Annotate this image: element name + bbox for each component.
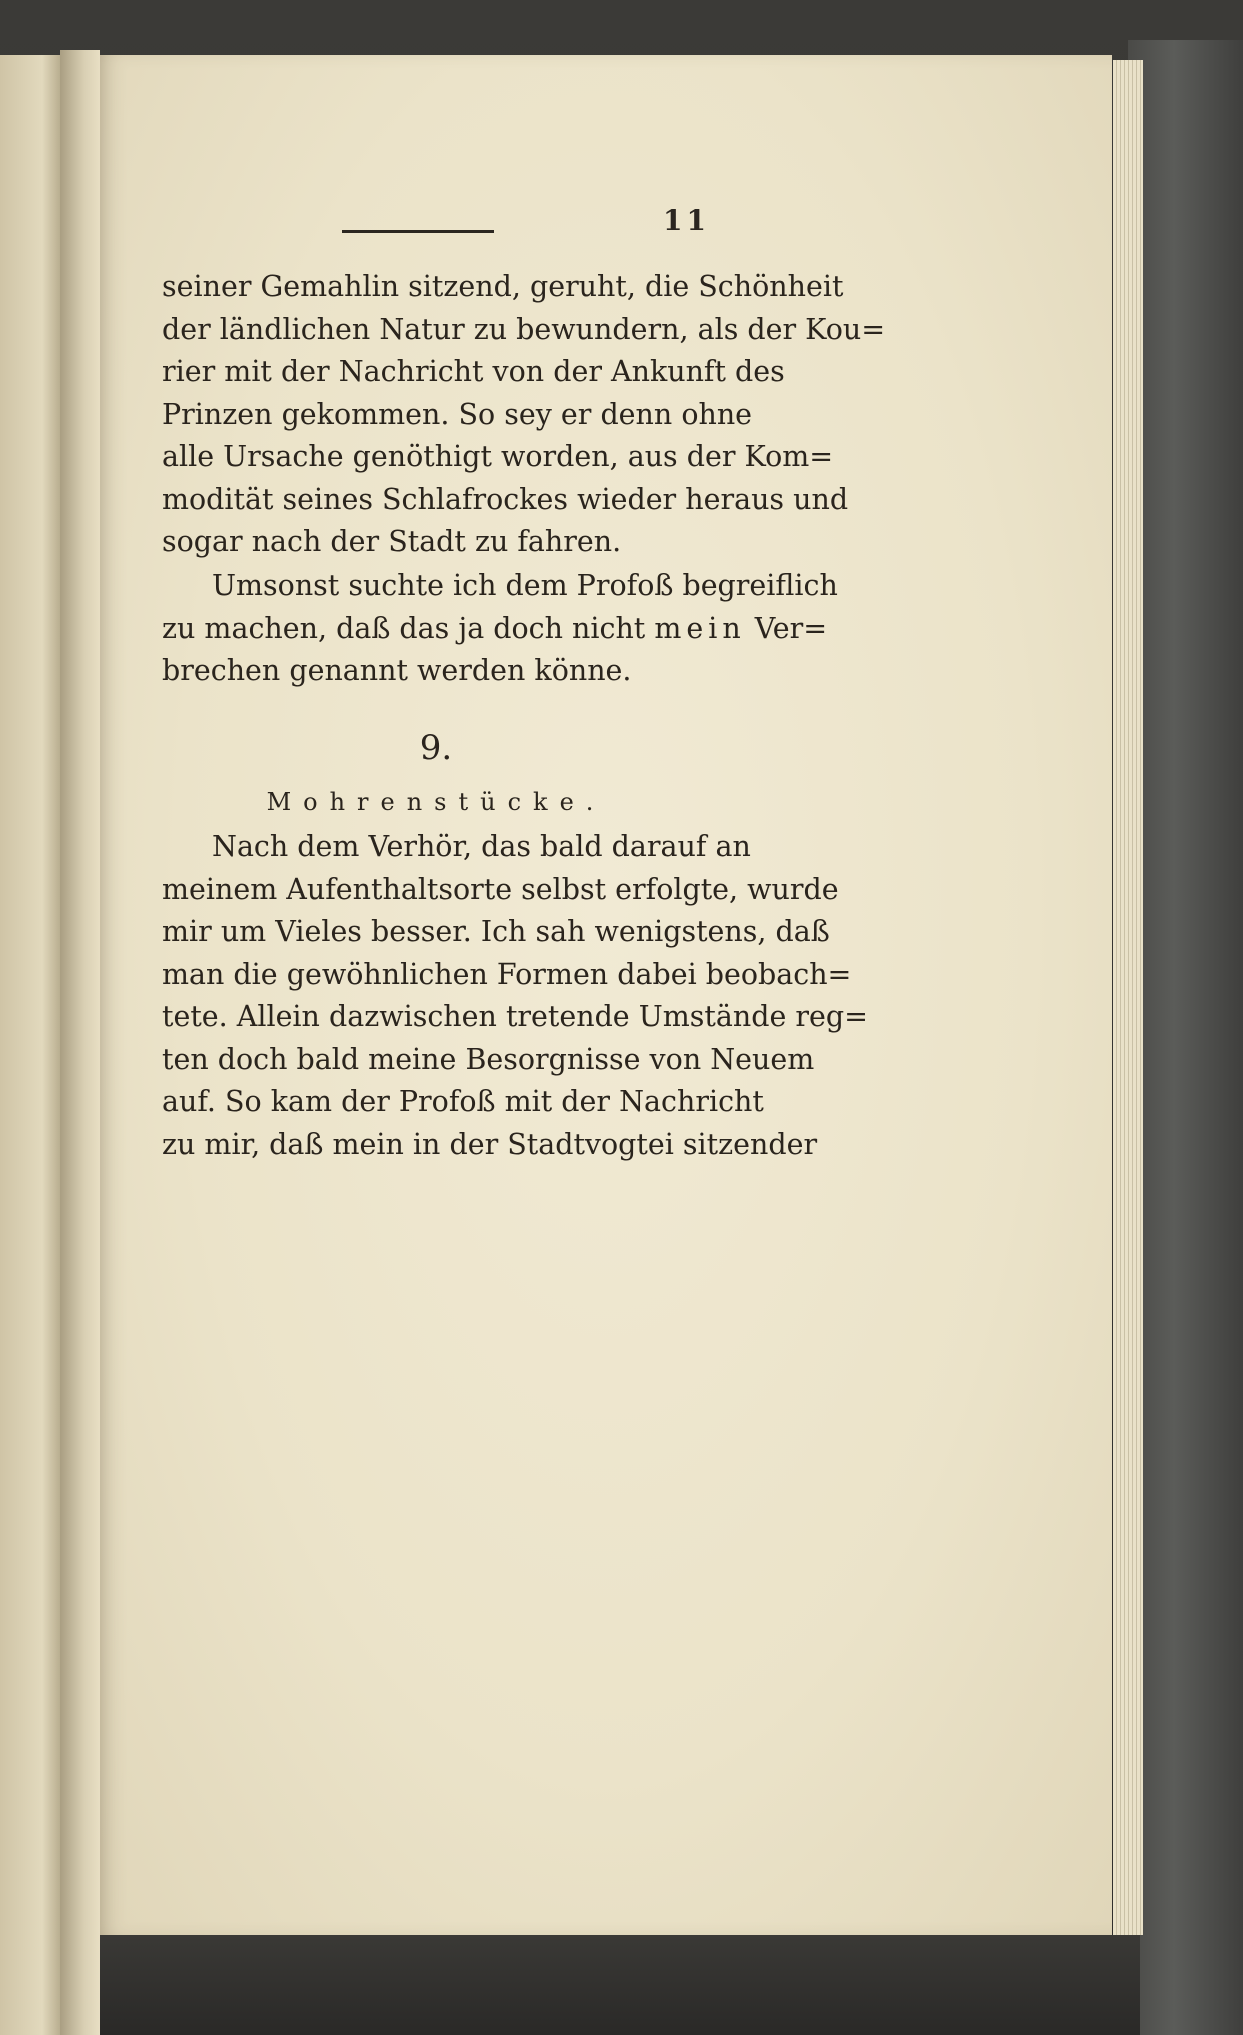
text-line [162,608,828,651]
text-line: der ländlichen Natur zu bewundern, als der Kou= [162,312,886,346]
paragraph-1 [162,266,886,564]
section-number: 9. [419,728,453,768]
text-line: brechen genannt werden könne. [162,654,632,687]
text-line: ten doch bald meine Besorgnisse von Neuem [162,1042,815,1076]
text-line: mir um Vieles besser. Ich sah wenigstens, daß [162,915,830,948]
text-line: Umsonst suchte ich dem Profoß begreiflich [212,569,838,602]
text-line: auf. So kam der Profoß mit der Nachricht [162,1085,764,1118]
text-line: tete. Allein dazwischen tretende Umstände reg= [162,1000,868,1033]
text-segment: zu machen, daß das ja doch nicht [162,611,655,645]
book-cover-edge [1128,40,1243,2035]
text-line: alle Ursache genöthigt worden, aus der Kom= [162,440,834,473]
text-line: seiner Gemahlin sitzend, geruht, die Schönheit [162,270,844,303]
section-title: Mohrenstücke. [266,788,606,816]
bottom-background [100,1935,1140,2035]
book-gutter [60,50,100,2035]
text-line: sogar nach der Stadt zu fahren. [162,525,622,558]
facing-page-edge [0,55,60,2035]
text-line: meinem Aufenthaltsorte selbst erfolgte, wurde [162,872,839,906]
text-line: Nach dem Verhör, das bald darauf an [212,830,751,863]
emphasized-word: mein [654,611,746,645]
text-segment: Ver= [745,611,828,645]
text-line: zu mir, daß mein in der Stadtvogtei sitzender [162,1127,818,1161]
text-line: man die gewöhnlichen Formen dabei beobach= [162,957,852,991]
text-line: Prinzen gekommen. So sey er denn ohne [162,397,753,431]
text-line: modität seines Schlafrockes wieder heraus und [162,482,849,516]
paragraph-2 [162,565,838,693]
header-rule [342,230,494,233]
page-edges [1113,60,1143,1935]
text-line: rier mit der Nachricht von der Ankunft des [162,355,785,388]
paragraph-3 [162,826,868,1166]
page-number: 11 [663,204,710,237]
